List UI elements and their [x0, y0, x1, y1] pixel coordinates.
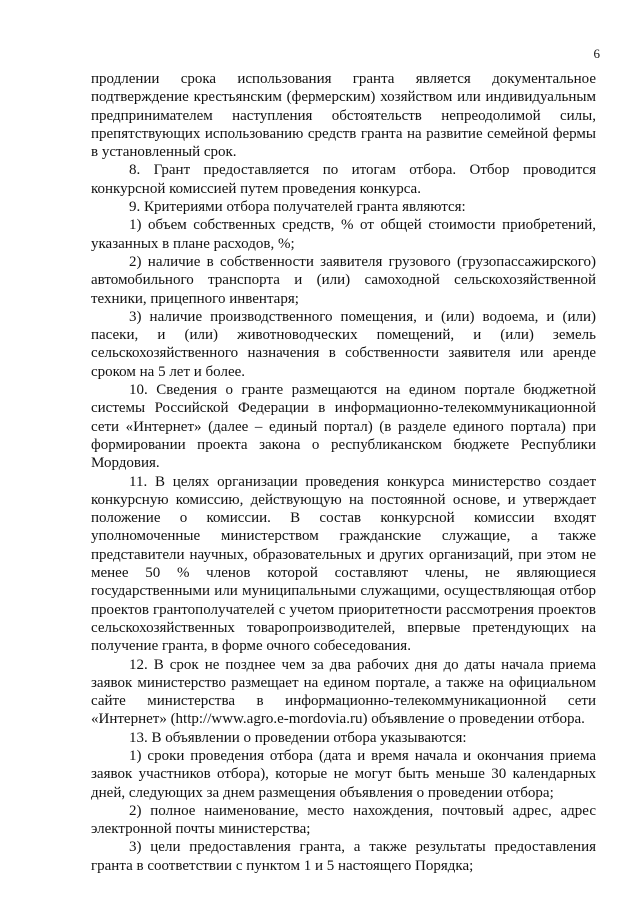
list-item-paragraph: 3) наличие производственного помещения, и (или) водоема, и (или) пасеки, и (или) животноводческих помещений, и (или) земель сельскохозяйственного назначения в собственности заявителя или аренде сроком на 5 лет и более. [91, 308, 596, 380]
clause-paragraph: 11. В целях организации проведения конкурса министерство создает конкурсную комиссию, действующую на постоянной основе, и утверждает положение о комиссии. В состав конкурсной комиссии входят уполномоченные министерством гражданские служащие, а также представители научных, образовательных и других организаций, при этом не менее 50 % членов которой составляют члены, не являющиеся государственными или муниципальными служащими, осуществляющая отбор проектов грантополучателей с учетом приоритетности рассмотрения проектов сельскохозяйственных товаропроизводителей, впервые претендующих на получение гранта, в форме очного собеседования. [91, 473, 596, 655]
page-number: 6 [593, 46, 600, 61]
list-item-paragraph: 3) цели предоставления гранта, а также результаты предоставления гранта в соответствии с пунктом 1 и 5 настоящего Порядка; [91, 839, 596, 874]
clause-paragraph: 8. Грант предоставляется по итогам отбора. Отбор проводится конкурсной комиссией путем проведения конкурса. [91, 162, 596, 197]
list-item-paragraph: 1) объем собственных средств, % от общей стоимости приобретений, указанных в плане расходов, %; [91, 217, 596, 252]
clause-paragraph: 13. В объявлении о проведении отбора указываются: [129, 729, 467, 746]
clause-paragraph: 10. Сведения о гранте размещаются на едином портале бюджетной системы Российской Федерации в информационно-телекоммуникационной сети «Интернет» (далее – единый портал) (в разделе единого портала) при формировании проекта закона о республиканском бюджете Республики Мордовия. [91, 382, 596, 472]
document-body [91, 70, 596, 875]
continuation-paragraph: продлении срока использования гранта является документальное подтверждение крестьянским (фермерским) хозяйством или индивидуальным предпринимателем наступления обстоятельств непреодолимой силы, препятствующих использованию средств гранта на развитие семейной фермы в установленный срок. [91, 71, 596, 161]
clause-paragraph: 12. В срок не позднее чем за два рабочих дня до даты начала приема заявок министерство размещает на едином портале, а также на официальном сайте министерства в информационно-телекоммуникационной сети «Интернет» (http://www.agro.e-mordovia.ru) объявление о проведении отбора. [91, 656, 596, 728]
list-item-paragraph: 2) полное наименование, место нахождения, почтовый адрес, адрес электронной почты министерства; [91, 802, 596, 838]
clause-paragraph: 9. Критериями отбора получателей гранта являются: [129, 199, 466, 216]
list-item-paragraph: 2) наличие в собственности заявителя грузового (грузопассажирского) автомобильного транспорта и (или) самоходной сельскохозяйственной техники, прицепного инвентаря; [91, 253, 596, 307]
list-item-paragraph: 1) сроки проведения отбора (дата и время начала и окончания приема заявок участников отбора), которые не могут быть меньше 30 календарных дней, следующих за днем размещения объявления о проведении отбора; [91, 747, 596, 801]
